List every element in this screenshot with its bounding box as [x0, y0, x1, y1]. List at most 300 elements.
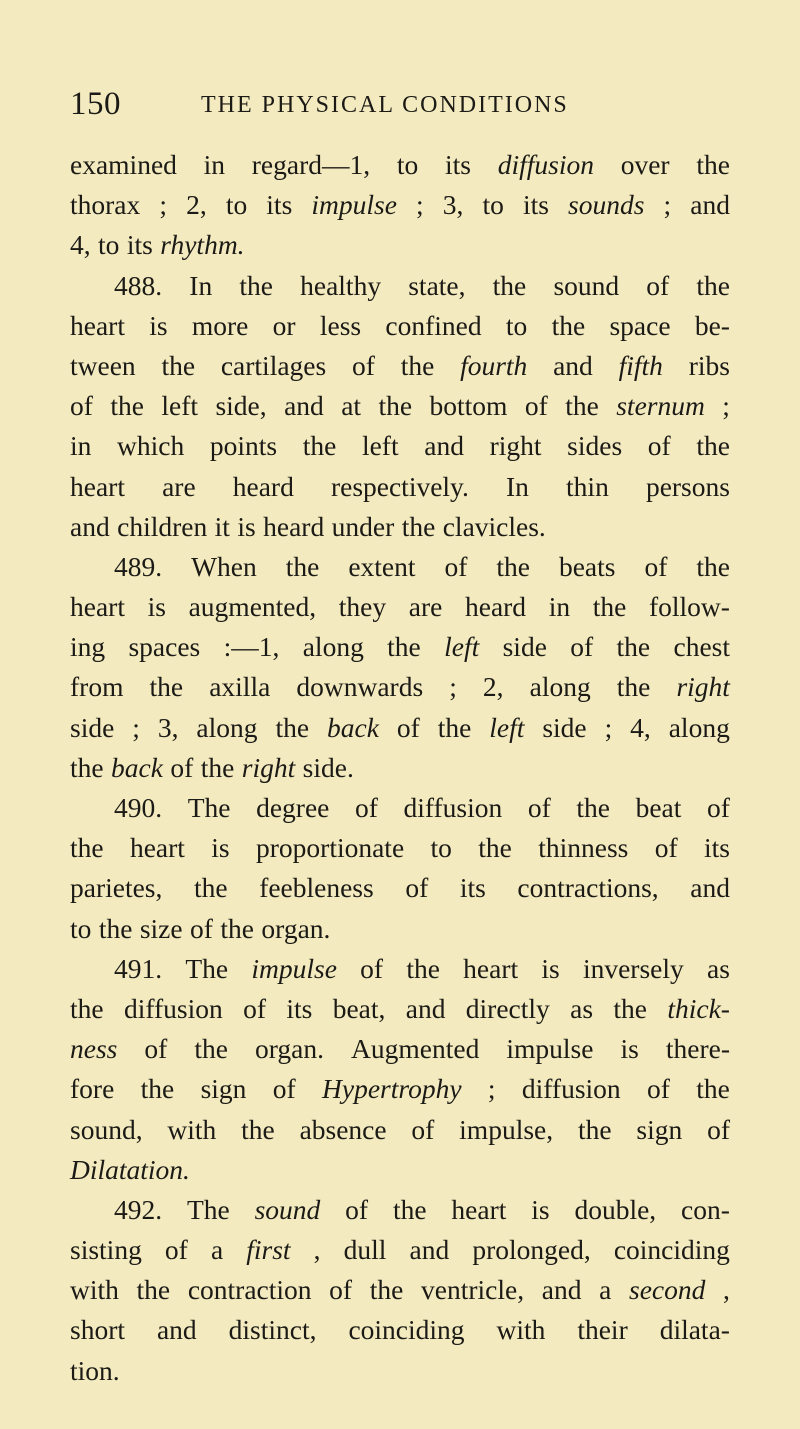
word: ;: [159, 189, 167, 221]
text-line: [70, 467, 730, 507]
word: diffusion: [521, 1073, 621, 1105]
word: ;: [722, 390, 730, 422]
word: contraction: [187, 1274, 312, 1306]
word: [616, 386, 705, 426]
text-line: [70, 1029, 730, 1069]
word: be-: [694, 309, 730, 341]
word: clavicles.: [442, 510, 546, 542]
text-line: [70, 306, 730, 346]
italic-word: thick-: [667, 992, 730, 1024]
word: parietes,: [70, 872, 163, 904]
word: con-: [681, 1193, 730, 1225]
word: respectively.: [330, 470, 469, 502]
word: sign: [636, 1113, 683, 1145]
word: dull: [343, 1234, 387, 1266]
word: are: [408, 591, 443, 623]
word: the: [616, 671, 651, 703]
word: children: [117, 510, 208, 542]
word: 491.: [114, 952, 163, 984]
word: follow-: [648, 591, 730, 623]
word: ;: [663, 189, 672, 221]
word: 4,: [70, 229, 91, 261]
word: thorax: [70, 189, 141, 221]
word: in: [203, 149, 226, 180]
italic-word: second: [629, 1274, 706, 1306]
word: heard: [464, 591, 527, 623]
word: sound: [553, 269, 620, 301]
text-line: [70, 266, 730, 306]
word: the: [406, 952, 440, 984]
word: degree: [256, 792, 330, 823]
text-line: [70, 989, 730, 1029]
word: the: [70, 832, 104, 864]
word: coinciding: [348, 1314, 465, 1346]
word: and: [70, 510, 110, 542]
word: their: [577, 1314, 628, 1346]
word: of: [272, 1073, 296, 1105]
word: organ.: [261, 912, 331, 944]
word: short: [70, 1314, 125, 1346]
word: [242, 748, 295, 788]
word: In: [189, 269, 213, 301]
word: the: [592, 591, 627, 623]
word: ,: [313, 1234, 321, 1266]
word: 3,: [157, 711, 179, 743]
running-head: [70, 84, 730, 124]
word: of: [70, 390, 93, 422]
word: of: [707, 792, 730, 823]
word: the: [239, 269, 273, 301]
word: diffusion: [123, 992, 223, 1024]
word: its: [286, 992, 313, 1024]
word: as: [706, 952, 730, 984]
word: sound,: [70, 1113, 143, 1145]
italic-word: impulse: [311, 189, 397, 221]
text-line: [70, 547, 730, 587]
word: the: [576, 792, 610, 823]
word: and: [541, 1274, 582, 1306]
word: is: [541, 952, 560, 984]
word: the: [577, 1113, 612, 1145]
word: points: [209, 430, 278, 462]
word: In: [506, 470, 529, 502]
word: of: [360, 952, 384, 984]
text-line: [70, 1150, 730, 1190]
word: healthy: [300, 269, 382, 301]
word: feebleness: [259, 872, 374, 904]
word: of: [345, 1193, 369, 1225]
word: spaces: [128, 631, 201, 663]
italic-word: sounds: [568, 189, 645, 221]
word: examined: [70, 149, 177, 180]
word: side: [70, 711, 115, 743]
word: downwards: [296, 671, 424, 703]
word: its: [444, 149, 471, 180]
text-line: [70, 185, 730, 225]
word: is: [531, 1193, 550, 1225]
italic-word: diffusion: [497, 149, 594, 180]
word: 490.: [114, 792, 163, 823]
word: the: [193, 872, 228, 904]
word: Augmented: [351, 1033, 480, 1065]
word: inversely: [582, 952, 684, 984]
word: [619, 346, 663, 386]
word: [460, 346, 527, 386]
text-line: [70, 507, 730, 547]
word: of: [707, 1113, 730, 1145]
word: along: [302, 631, 364, 663]
word: with: [70, 1274, 119, 1306]
word: the: [70, 992, 104, 1024]
word: [311, 185, 397, 225]
word: coinciding: [613, 1234, 730, 1266]
word: [246, 1230, 290, 1270]
text-line: [70, 1230, 730, 1270]
word: [498, 145, 594, 185]
word: its: [704, 832, 730, 864]
text-line: [70, 868, 730, 908]
word: proportionate: [256, 832, 405, 864]
word: sign: [200, 1073, 247, 1105]
word: thinness: [538, 832, 629, 864]
word: right: [489, 430, 542, 462]
word: [322, 1069, 462, 1109]
word: of: [524, 390, 548, 422]
text-line: [70, 1310, 730, 1350]
word: with: [496, 1314, 546, 1346]
word: dilata-: [659, 1314, 730, 1346]
word: along: [196, 711, 258, 743]
word: 492.: [114, 1193, 163, 1225]
word: [444, 627, 479, 667]
word: [160, 225, 244, 265]
word: under: [331, 510, 395, 542]
word: the: [369, 1274, 404, 1306]
word: ,: [723, 1274, 730, 1306]
word: its: [522, 189, 549, 221]
word: as: [570, 992, 594, 1024]
word: the: [565, 390, 599, 422]
text-line: [70, 1270, 730, 1310]
text-line: [70, 386, 730, 426]
word: is: [147, 591, 166, 623]
italic-word: sternum: [616, 390, 705, 422]
word: from: [70, 671, 124, 703]
word: the: [400, 349, 435, 381]
word: a: [210, 1234, 224, 1266]
word: left: [161, 390, 199, 422]
word: augmented,: [188, 591, 317, 623]
text-line: [70, 748, 730, 788]
word: of: [570, 631, 594, 663]
word: more: [191, 309, 249, 341]
word: ;: [132, 711, 140, 743]
word: the: [492, 269, 527, 301]
word: the: [110, 390, 144, 422]
word: [327, 708, 379, 748]
word: it: [214, 510, 230, 542]
word: over: [620, 149, 670, 180]
word: distinct,: [228, 1314, 317, 1346]
word: space: [609, 309, 671, 341]
word: 488.: [114, 269, 163, 301]
word: 2,: [482, 671, 504, 703]
word: cartilages: [220, 349, 327, 381]
text-line: [70, 627, 730, 667]
text-line: [70, 788, 730, 828]
word: the: [392, 1193, 427, 1225]
word: is: [149, 309, 168, 341]
text-line: [70, 1351, 730, 1391]
word: :—1,: [223, 631, 280, 663]
word: its: [126, 229, 153, 261]
word: they: [338, 591, 387, 623]
word: side,: [215, 390, 267, 422]
italic-word: ness: [70, 1033, 118, 1065]
word: heart: [70, 470, 125, 502]
word: 4,: [630, 711, 651, 743]
word: 2,: [186, 189, 207, 221]
word: 489.: [114, 550, 163, 582]
word: of: [354, 792, 378, 823]
word: side.: [302, 751, 354, 783]
body-text: [70, 145, 730, 1391]
word: of: [654, 832, 678, 864]
word: to: [430, 832, 452, 864]
text-line: [70, 909, 730, 949]
word: the: [696, 550, 730, 582]
word: bottom: [429, 390, 508, 422]
word: of: [329, 1274, 353, 1306]
word: its: [459, 872, 486, 904]
word: to: [98, 229, 120, 261]
word: ing: [70, 631, 106, 663]
word: the: [161, 349, 196, 381]
word: and: [690, 872, 730, 904]
word: the: [220, 912, 254, 944]
word: and: [690, 189, 730, 221]
word: with: [167, 1113, 217, 1145]
word: The: [186, 1193, 230, 1225]
word: the: [149, 671, 184, 703]
word: [676, 667, 729, 707]
italic-word: right: [241, 751, 296, 783]
word: size: [139, 912, 183, 944]
page-number: 150: [70, 86, 121, 122]
word: beats: [558, 550, 616, 582]
word: the: [387, 631, 421, 663]
word: heart: [129, 832, 185, 864]
word: the: [496, 550, 530, 582]
word: The: [185, 952, 229, 984]
text-line: [70, 1190, 730, 1230]
word: [629, 1270, 705, 1310]
word: double,: [574, 1193, 657, 1225]
word: ventricle,: [421, 1274, 525, 1306]
word: extent: [348, 550, 416, 582]
italic-word: back: [111, 751, 163, 783]
italic-word: first: [246, 1234, 291, 1266]
text-line: [70, 587, 730, 627]
word: regard—1,: [251, 149, 371, 180]
word: [251, 949, 337, 989]
word: left: [361, 430, 399, 462]
word: the: [613, 992, 648, 1024]
word: the: [302, 430, 337, 462]
word: to: [70, 912, 92, 944]
word: of: [164, 1234, 188, 1266]
word: [667, 989, 730, 1029]
word: contractions,: [517, 872, 659, 904]
word: heard: [263, 510, 325, 542]
word: sisting: [70, 1234, 142, 1266]
word: tween: [70, 349, 136, 381]
word: of: [646, 269, 670, 301]
word: heart: [70, 591, 125, 623]
word: the: [478, 832, 512, 864]
word: of: [144, 1033, 168, 1065]
word: of: [351, 349, 375, 381]
word: of: [444, 550, 468, 582]
word: the: [401, 510, 436, 542]
word: beat,: [332, 992, 386, 1024]
word: the: [275, 711, 310, 743]
word: and: [156, 1314, 197, 1346]
word: to: [482, 189, 504, 221]
word: and: [405, 992, 446, 1024]
word: and: [284, 390, 324, 422]
italic-word: fifth: [618, 349, 663, 381]
word: or: [272, 309, 296, 341]
italic-word: back: [326, 711, 379, 743]
italic-word: Hypertrophy: [322, 1073, 462, 1105]
word: ribs: [688, 349, 730, 381]
word: the: [696, 269, 730, 301]
word: directly: [465, 992, 550, 1024]
word: heard: [232, 470, 294, 502]
word: chest: [673, 631, 730, 663]
running-title: THE PHYSICAL CONDITIONS: [201, 92, 569, 118]
word: its: [266, 189, 293, 221]
text-line: [70, 225, 730, 265]
word: tion.: [70, 1354, 120, 1386]
word: of: [170, 751, 194, 783]
word: the: [136, 1274, 171, 1306]
word: of: [647, 1073, 670, 1105]
word: persons: [645, 470, 730, 502]
word: [489, 708, 524, 748]
text-line: [70, 1069, 730, 1109]
italic-word: rhythm.: [160, 229, 245, 261]
word: to: [225, 189, 248, 221]
word: the: [285, 550, 320, 582]
word: the: [200, 751, 235, 783]
word: state,: [408, 269, 466, 301]
word: the: [140, 1073, 175, 1105]
word: beat: [635, 792, 682, 823]
word: side: [502, 631, 547, 663]
text-line: [70, 145, 730, 185]
italic-word: left: [444, 631, 480, 663]
word: [70, 1029, 117, 1069]
word: the: [70, 751, 104, 783]
word: axilla: [209, 671, 271, 703]
word: the: [696, 149, 730, 180]
word: [255, 1190, 321, 1230]
text-line: [70, 667, 730, 707]
text-line: [70, 346, 730, 386]
text-line: [70, 949, 730, 989]
word: which: [117, 430, 185, 462]
word: is: [620, 1033, 639, 1065]
word: at: [341, 390, 362, 422]
word: of: [405, 872, 429, 904]
word: of: [243, 992, 267, 1024]
text-line: [70, 708, 730, 748]
word: [111, 748, 163, 788]
word: When: [191, 550, 257, 582]
word: fore: [70, 1073, 115, 1105]
word: heart: [463, 952, 519, 984]
word: sides: [567, 430, 623, 462]
word: the: [241, 1113, 275, 1145]
word: of: [527, 792, 551, 823]
word: thin: [566, 470, 609, 502]
word: impulse: [506, 1033, 594, 1065]
word: impulse,: [459, 1113, 554, 1145]
word: diffusion: [403, 792, 503, 823]
word: ;: [487, 1073, 496, 1105]
word: and: [424, 430, 464, 462]
word: The: [187, 792, 231, 823]
word: along: [529, 671, 591, 703]
word: the: [696, 430, 730, 462]
word: of: [190, 912, 213, 944]
italic-word: left: [489, 711, 525, 743]
word: and: [409, 1234, 450, 1266]
word: confined: [385, 309, 482, 341]
word: [70, 1150, 190, 1190]
word: heart: [451, 1193, 507, 1225]
word: the: [98, 912, 133, 944]
word: ;: [604, 711, 613, 743]
word: of: [411, 1113, 435, 1145]
word: in: [548, 591, 571, 623]
word: there-: [665, 1033, 730, 1065]
word: [568, 185, 644, 225]
word: the: [378, 390, 413, 422]
italic-word: impulse: [251, 952, 337, 984]
word: a: [599, 1274, 612, 1306]
word: side: [542, 711, 587, 743]
italic-word: right: [676, 671, 730, 703]
word: absence: [299, 1113, 387, 1145]
word: of: [396, 711, 420, 743]
word: the: [696, 1073, 730, 1105]
word: is: [211, 832, 230, 864]
italic-word: Dilatation.: [70, 1153, 190, 1185]
word: are: [162, 470, 196, 502]
word: to: [505, 309, 528, 341]
word: along: [668, 711, 730, 743]
word: the: [616, 631, 651, 663]
text-line: [70, 1110, 730, 1150]
word: less: [319, 309, 362, 341]
italic-word: sound: [254, 1193, 321, 1225]
word: the: [551, 309, 586, 341]
word: is: [237, 510, 256, 542]
italic-word: fourth: [460, 349, 528, 381]
